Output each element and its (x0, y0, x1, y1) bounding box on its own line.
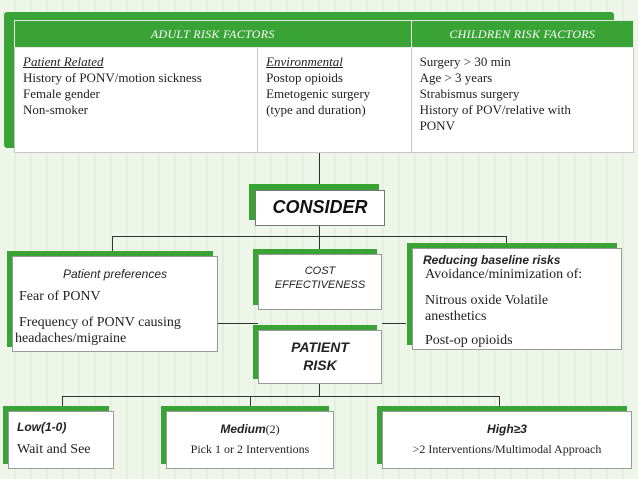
connector-to-cost (319, 236, 320, 254)
risk-low-box (8, 411, 114, 469)
baseline-risks-title: Reducing baseline risks (423, 253, 561, 267)
baseline-risks-line: anesthetics (425, 309, 487, 324)
patient-related-item: Female gender (23, 86, 100, 101)
adult-risk-header: ADULT RISK FACTORS (15, 21, 412, 48)
connector-bottom-branch (62, 396, 500, 397)
children-risk-item: Strabismus surgery (419, 86, 520, 101)
children-risk-item: Surgery > 30 min (419, 54, 511, 69)
children-risk-item: History of POV/relative with (419, 102, 571, 117)
cost-effectiveness-line2: EFFECTIVENESS (274, 279, 366, 291)
environmental-item: Emetogenic surgery (266, 86, 371, 101)
baseline-risks-line: Post-op opioids (425, 333, 513, 348)
patient-preferences-box (12, 256, 218, 352)
connector-to-high (499, 396, 500, 411)
connector-to-medium (250, 396, 251, 411)
patient-risk-line2: RISK (303, 357, 337, 373)
patient-preferences-title: Patient preferences (62, 267, 168, 281)
cost-effectiveness-box (258, 254, 382, 310)
connector-top-branch (112, 236, 507, 237)
risk-medium-box (166, 411, 334, 469)
baseline-risks-box (412, 248, 622, 350)
patient-related-title: Patient Related (23, 54, 104, 69)
risk-medium-title-text: Medium (220, 422, 266, 436)
patient-preferences-item: Frequency of PONV causing (19, 315, 181, 330)
connector-consider-down (319, 226, 320, 236)
baseline-risks-line: Avoidance/minimization of: (425, 267, 583, 282)
baseline-risks-line: Nitrous oxide Volatile (425, 293, 549, 308)
children-risk-header: CHILDREN RISK FACTORS (411, 21, 633, 48)
risk-factors-table-container (14, 20, 634, 152)
patient-preferences-item: Fear of PONV (19, 289, 101, 304)
patient-related-item: History of PONV/motion sickness (23, 70, 202, 85)
risk-low-title: Low(1-0) (17, 420, 67, 434)
cost-effectiveness-line1: COST (304, 265, 336, 277)
connector-to-baseline (506, 236, 507, 248)
patient-preferences-item: headaches/migraine (15, 331, 127, 346)
patient-related-cell (15, 48, 258, 153)
risk-factors-table (14, 20, 634, 153)
connector-risk-down (319, 384, 320, 396)
environmental-title: Environmental (266, 54, 343, 69)
consider-label: CONSIDER (272, 197, 368, 217)
risk-high-box (382, 411, 632, 469)
consider-box (255, 190, 385, 226)
environmental-item: Postop opioids (266, 70, 343, 85)
children-risk-cell (411, 48, 633, 153)
risk-low-action: Wait and See (17, 442, 91, 457)
risk-high-action: >2 Interventions/Multimodal Approach (412, 442, 602, 456)
connector-to-preferences (112, 236, 113, 256)
risk-medium-title (167, 422, 333, 437)
risk-high-title: High≥3 (487, 422, 527, 436)
risk-medium-title-suffix: (2) (265, 422, 280, 436)
patient-risk-line1: PATIENT (291, 339, 349, 355)
connector-to-low (62, 396, 63, 411)
patient-risk-box (258, 330, 382, 384)
environmental-item: (type and duration) (266, 102, 366, 117)
children-risk-item: Age > 3 years (419, 70, 493, 85)
children-risk-item: PONV (419, 118, 455, 133)
connector-preferences-to-risk (218, 323, 258, 324)
connector-table-to-consider (319, 153, 320, 190)
risk-medium-action: Pick 1 or 2 Interventions (190, 442, 310, 456)
environmental-cell (258, 48, 412, 153)
connector-baseline-to-risk (382, 323, 406, 324)
patient-related-item: Non-smoker (23, 102, 88, 117)
